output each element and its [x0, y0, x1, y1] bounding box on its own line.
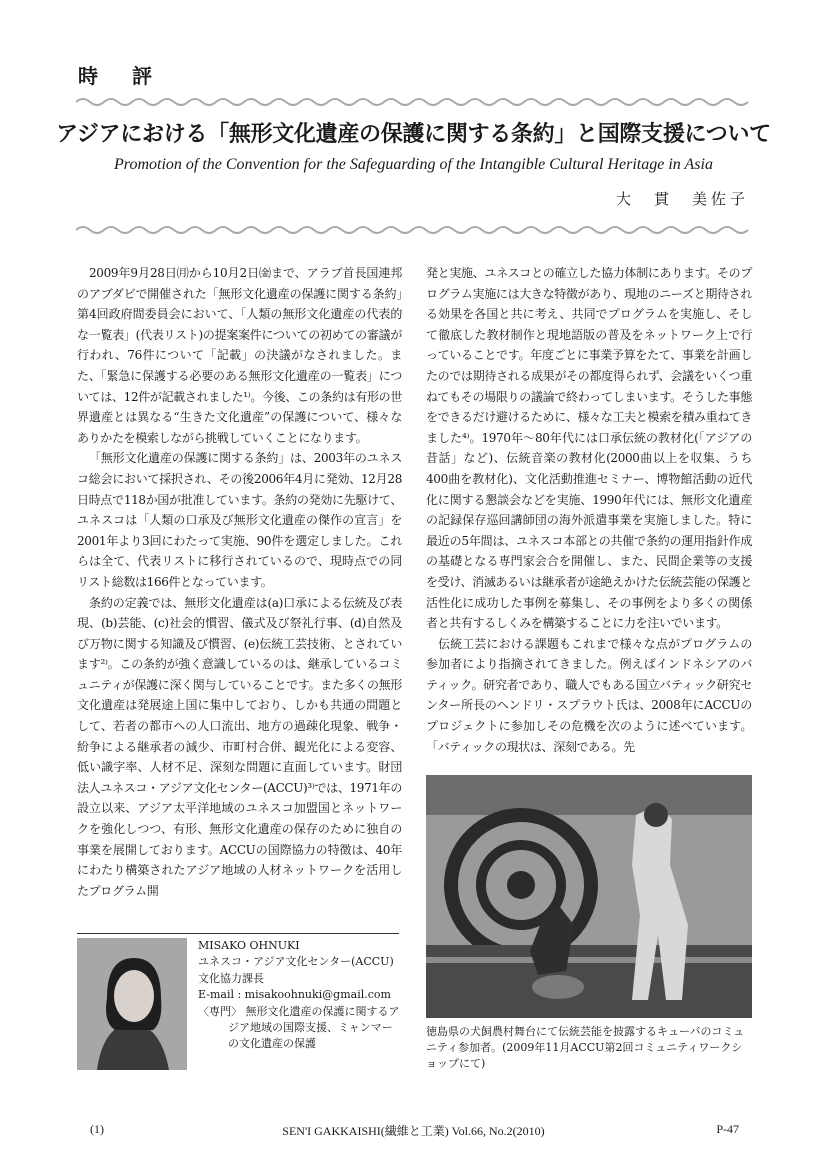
- footer-page-index: (1): [90, 1122, 104, 1136]
- wave-divider-top: [76, 96, 752, 108]
- bio-email[interactable]: E-mail : misakoohnuki@gmail.com: [198, 988, 391, 1002]
- bio-divider: [77, 933, 399, 934]
- footer-page-number: P-47: [716, 1122, 739, 1136]
- section-label: 時評: [78, 64, 186, 88]
- figure-caption: 徳島県の犬飼農村舞台にて伝統芸能を披露するキューバのコミュニティ参加者。(2009年11月ACCU第2回コミュニティワークショップにて): [426, 1025, 745, 1070]
- paragraph: 発と実施、ユネスコとの確立した協力体制にあります。そのプログラム実施には大きな特徴があり、現地のニーズと期待される効果を各国と共に考え、共同でプログラムを実施し、そして徹底した教材制作と現地語版の普及をネットワーク上で行っていることです。年度ごとに事業予算をたて、事業を計画したのでは期待される成果がその都度得られず、会議をいくつ重ねてもその場限りの議論で終わってしまいます。そうした事態をできるだけ避けるために、様々な工夫と模索を積み重ねてきました⁴⁾。1970年～80年代には口承伝統の教材化(「アジアの昔話」など)、伝統音楽の教材化(2000曲以上を収集、うち400曲を教材化)、文化活動推進セミナー、博物館活動の近代化に関する懇談会などを実施、1990年代には、無形文化遺産の記録保存巡回講師団の海外派遣事業を実施しました。特に最近の5年間は、ユネスコ本部との共催で条約の運用指針作成の基礎となる専門家会合を開催し、また、民間企業等の支援を受け、消滅あるいは継承者が途絶えかけた伝統芸能の保護と活性化に成功した事例を募集し、その事例をより多くの関係者と共有するしくみを構築することに力を注いでいます。: [426, 266, 752, 631]
- author-portrait: [77, 938, 187, 1070]
- author-name: 大 貫 美佐子: [615, 190, 749, 208]
- article-title: アジアにおける「無形文化遺産の保護に関する条約」と国際支援について: [56, 122, 771, 147]
- body-column-right: [426, 263, 752, 757]
- footer-journal: SEN'I GAKKAISHI(繊維と工業) Vol.66, No.2(2010): [282, 1124, 545, 1138]
- wave-divider-bottom: [76, 224, 752, 236]
- bio-specialty: 〈専門〉 無形文化遺産の保護に関するアジア地域の国際支援、ミャンマーの文化遺産の保護: [198, 1004, 400, 1051]
- bio-organization: ユネスコ・アジア文化センター(ACCU): [198, 955, 394, 969]
- author-bio: [198, 938, 403, 1053]
- bio-position: 文化協力課長: [198, 971, 264, 985]
- body-column-left: [77, 263, 402, 901]
- article-subtitle: Promotion of the Convention for the Safeguarding of the Intangible Cultural Heritage in Asia: [114, 156, 713, 173]
- bio-name: MISAKO OHNUKI: [198, 939, 300, 952]
- paragraph: 2009年9月28日㈪から10月2日㈮まで、アラブ首長国連邦のアブダビで開催された「無形文化遺産の保護に関する条約」第4回政府間委員会において、「人類の無形文化遺産の代表的な一覧表」(代表リスト)の提案案件についての初めての審議が行われ、76件について「記載」の決議がなされました。また、「緊急に保護する必要のある無形文化遺産の一覧表」については、12件が記載されました¹⁾。今後、この条約は有形の世界遺産とは異なる“生きた文化遺産”の保護について、様々なありかたを模索しながら挑戦していくことになります。: [77, 266, 402, 445]
- paragraph: 伝統工芸における課題もこれまで様々な点がプログラムの参加者により指摘されてきました。例えばインドネシアのバティック。研究者であり、職人でもある国立バティック研究センター所長のヘンドリ・スプラウト氏は、2008年にACCUのプロジェクトに参加しその危機を次のように述べています。「バティックの現状は、深刻である。先: [426, 636, 752, 754]
- performance-photo: [426, 775, 752, 1018]
- paragraph: 「無形文化遺産の保護に関する条約」は、2003年のユネスコ総会において採択され、その後2006年4月に発効、12月28日時点で118か国が批准しています。条約の発効に先駆けて、ユネスコは「人類の口承及び無形文化遺産の傑作の宣言」を2001年より3回にわたって実施、90件を選定しました。これらは全て、代表リストに移行されているので、現時点での同リスト総数は166件となっています。: [77, 451, 402, 589]
- paragraph: 条約の定義では、無形文化遺産は(a)口承による伝統及び表現、(b)芸能、(c)社会的慣習、儀式及び祭礼行事、(d)自然及び万物に関する知識及び慣習、(e)伝統工芸技術、とされています²⁾。この条約が強く意識しているのは、継承しているコミュニティが保護に深く関与していることです。また多くの無形文化遺産は発展途上国に集中しており、しかも共通の問題として、若者の都市への人口流出、地方の過疎化現象、戦争・紛争による継承者の減少、市町村合併、観光化による変容、低い識字率、人材不足、深刻な問題に直面しています。財団法人ユネスコ・アジア文化センター(ACCU)³⁾では、1971年の設立以来、アジア太平洋地域のユネスコ加盟国とネットワークを強化しつつ、有形、無形文化遺産の保存のために独自の事業を展開しております。ACCUの国際協力の特徴は、40年にわたり構築されたアジア地域の人材ネットワークを活用したプログラム開: [77, 595, 402, 898]
